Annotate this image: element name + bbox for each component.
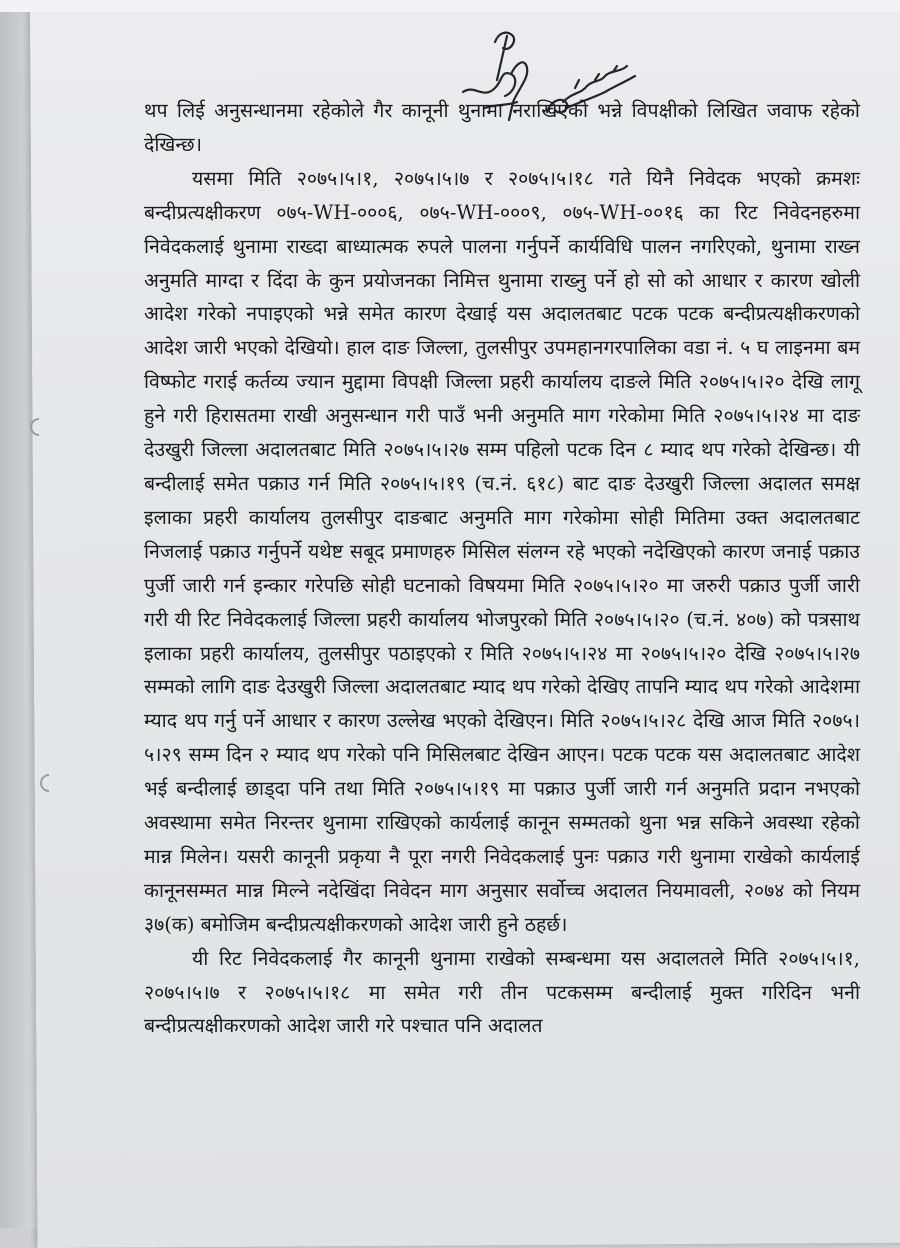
page-top-edge (0, 0, 900, 12)
paragraph: यी रिट निवेदकलाई गैर कानूनी थुनामा राखेको सम्बन्धमा यस अदालतले मिति २०७५।५।१, २०७५।५।७ र २०७५।५।१८ मा समेत गरी तीन पटकसम्म बन्दीलाई मुक्त गरिदिन भनी बन्दीप्रत्यक्षीकरणको आदेश जारी गरे पश्चात पनि अदालत (144, 946, 860, 1038)
document-body (144, 94, 860, 1043)
paragraph: यसमा मिति २०७५।५।१, २०७५।५।७ र २०७५।५।१८ गते यिनै निवेदक भएको क्रमशः बन्दीप्रत्यक्षीकरण ०७५-WH-०००६, ०७५-WH-०००९, ०७५-WH-००१६ का रिट निवेदनहरुमा निवेदकलाई थुनामा राख्दा बाध्यात्मक रुपले पालना गर्नुपर्ने कार्यविधि पालन नगरिएको, थुनामा राख्न अनुमति माग्दा र दिंदा के कुन प्रयोजनका निमित्त थुनामा राख्नु पर्ने हो सो को आधार र कारण खोली आदेश गरेको नपाइएको भन्ने समेत कारण देखाई यस अदालतबाट पटक पटक बन्दीप्रत्यक्षीकरणको आदेश जारी भएको देखियो। हाल दाङ जिल्ला, तुलसीपुर उपमहानगरपालिका वडा नं. ५ घ लाइनमा बम विष्फोट गराई कर्तव्य ज्यान मुद्दामा विपक्षी जिल्ला प्रहरी कार्यालय दाङले मिति २०७५।५।२० देखि लागू हुने गरी हिरासतमा राखी अनुसन्धान गरी पाउँ भनी अनुमति माग गरेकोमा मिति २०७५।५।२४ मा दाङ देउखुरी जिल्ला अदालतबाट मिति २०७५।५।२७ सम्म पहिलो पटक दिन ८ म्याद थप गरेको देखिन्छ। यी बन्दीलाई समेत पक्राउ गर्न मिति २०७५।५।१९ (च.नं. ६१८) बाट दाङ देउखुरी जिल्ला अदालत समक्ष इलाका प्रहरी कार्यालय तुलसीपुर दाङबाट अनुमति माग गरेकोमा सोही मितिमा उक्त अदालतबाट निजलाई पक्राउ गर्नुपर्ने यथेष्ट सबूद प्रमाणहरु मिसिल संलग्न रहे भएको नदेखिएको कारण जनाई पक्राउ पुर्जी जारी गर्न इन्कार गरेपछि सोही घटनाको विषयमा मिति २०७५।५।२० मा जरुरी पक्राउ पुर्जी जारी गरी यी रिट निवेदकलाई जिल्ला प्रहरी कार्यालय भोजपुरको मिति २०७५।५।२० (च.नं. ४०७) को पत्रसाथ इलाका प्रहरी कार्यालय, तुलसीपुर पठाइएको र मिति २०७५।५।२४ मा २०७५।५।२० देखि २०७५।५।२७ सम्मको लागि दाङ देउखुरी जिल्ला अदालतबाट म्याद थप गरेको देखिए तापनि म्याद थप गरेको आदेशमा म्याद थप गर्नु पर्ने आधार र कारण उल्लेख भएको देखिएन। मिति २०७५।५।२८ देखि आज मिति २०७५।५।२९ सम्म दिन २ म्याद थप गरेको पनि मिसिलबाट देखिन आएन। पटक पटक यस अदालतबाट आदेश भई बन्दीलाई छाड्दा पनि तथा मिति २०७५।५।१९ मा पक्राउ पुर्जी जारी गर्न अनुमति प्रदान नभएको अवस्थामा समेत निरन्तर थुनामा राखिएको कार्यलाई कानून सम्मतको थुना भन्न सकिने अवस्था रहेको मान्न मिलेन। यसरी कानूनी प्रकृया नै पूरा नगरी निवेदकलाई पुनः पक्राउ गरी थुनामा राखेको कार्यलाई कानूनसम्मत मान्न मिल्ने नदेखिंदा निवेदन माग अनुसार सर्वोच्च अदालत नियमावली, २०७४ को नियम ३७(क) बमोजिम बन्दीप्रत्यक्षीकरणको आदेश जारी हुने ठहर्छ। (144, 166, 860, 936)
paragraph: थप लिई अनुसन्धानमा रहेकोले गैर कानूनी थुनामा नराखिएको भन्ने विपक्षीको लिखित जवाफ रहेको देखिन्छ। (144, 99, 860, 156)
